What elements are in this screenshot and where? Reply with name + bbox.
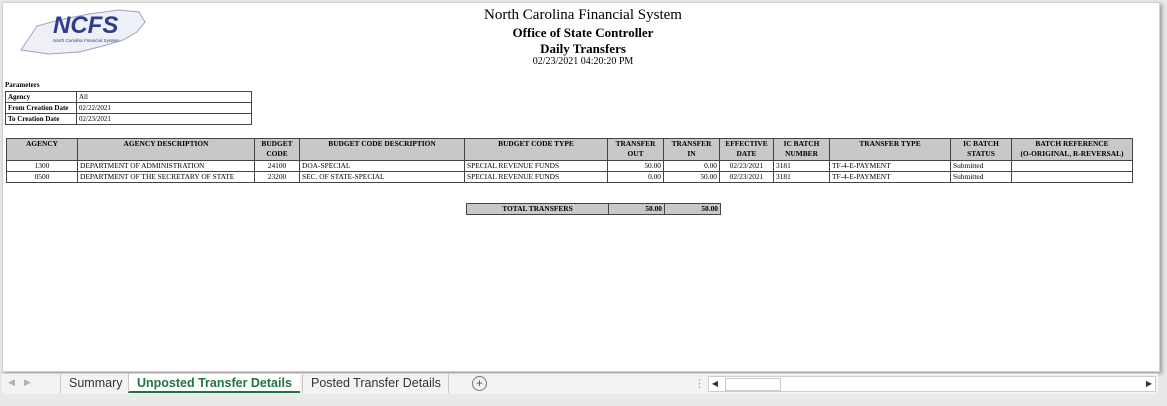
- table-header-row: [7, 139, 1133, 161]
- scroll-right-arrow-icon[interactable]: ▶: [1145, 379, 1153, 388]
- parameter-row: [6, 103, 252, 114]
- cell-budget-code[interactable]: 24100: [255, 161, 300, 172]
- parameters-title: Parameters: [5, 81, 40, 89]
- logo-subtext: North Carolina Financial System: [53, 38, 119, 43]
- cell-batch-reference[interactable]: [1012, 172, 1133, 183]
- sheet-tabs-bar: [2, 373, 1158, 394]
- parameter-value[interactable]: 02/23/2021: [77, 114, 252, 125]
- totals-table: [466, 203, 721, 215]
- report-office: Office of State Controller: [512, 25, 654, 40]
- parameter-value[interactable]: All: [77, 92, 252, 103]
- parameter-label[interactable]: Agency: [6, 92, 77, 103]
- column-header[interactable]: BUDGET CODE DESCRIPTION: [300, 139, 465, 161]
- totals-label[interactable]: TOTAL TRANSFERS: [467, 204, 609, 215]
- column-header[interactable]: TRANSFER TYPE: [830, 139, 951, 161]
- cell-ic-batch-status[interactable]: Submitted: [951, 172, 1012, 183]
- tab-unposted-transfer-details[interactable]: Unposted Transfer Details: [128, 374, 300, 393]
- column-header[interactable]: BUDGET CODE: [255, 139, 300, 161]
- scrollbar-thumb[interactable]: [725, 378, 781, 391]
- cell-batch-reference[interactable]: [1012, 161, 1133, 172]
- column-header[interactable]: AGENCY: [7, 139, 78, 161]
- cell-budget-code-type[interactable]: SPECIAL REVENUE FUNDS: [465, 172, 608, 183]
- tab-posted-transfer-details[interactable]: Posted Transfer Details: [302, 374, 449, 393]
- parameter-row: [6, 92, 252, 103]
- cell-budget-code-type[interactable]: SPECIAL REVENUE FUNDS: [465, 161, 608, 172]
- spreadsheet-sheet[interactable]: [2, 2, 1160, 372]
- cell-ic-batch-number[interactable]: 3181: [774, 172, 830, 183]
- column-header[interactable]: TRANSFER IN: [664, 139, 720, 161]
- totals-row: [467, 204, 721, 215]
- cell-transfer-out[interactable]: 0.00: [608, 172, 664, 183]
- report-title: North Carolina Financial System: [484, 7, 682, 23]
- column-header[interactable]: IC BATCH STATUS: [951, 139, 1012, 161]
- tab-summary[interactable]: Summary: [60, 374, 130, 393]
- add-sheet-icon[interactable]: +: [472, 376, 487, 391]
- totals-in[interactable]: 50.00: [665, 204, 721, 215]
- horizontal-scrollbar[interactable]: [708, 376, 1156, 392]
- parameter-row: [6, 114, 252, 125]
- column-header[interactable]: BATCH REFERENCE (O-ORIGINAL, R-REVERSAL): [1012, 139, 1133, 161]
- cell-effective-date[interactable]: 02/23/2021: [720, 172, 774, 183]
- cell-transfer-in[interactable]: 50.00: [664, 172, 720, 183]
- column-header[interactable]: BUDGET CODE TYPE: [465, 139, 608, 161]
- scroll-left-arrow-icon[interactable]: ◀: [711, 379, 719, 388]
- report-subtitle: Daily Transfers: [540, 41, 626, 56]
- transfers-table: [6, 138, 1133, 183]
- tab-divider: [448, 374, 449, 393]
- table-row: [7, 161, 1133, 172]
- split-handle-icon[interactable]: ⋮: [694, 378, 705, 390]
- tab-scroll-left-icon[interactable]: ◀: [8, 377, 15, 387]
- column-header[interactable]: IC BATCH NUMBER: [774, 139, 830, 161]
- totals-out[interactable]: 50.00: [609, 204, 665, 215]
- logo-text: NCFS: [53, 12, 119, 39]
- parameter-value[interactable]: 02/22/2021: [77, 103, 252, 114]
- column-header[interactable]: AGENCY DESCRIPTION: [78, 139, 255, 161]
- cell-agency[interactable]: 0500: [7, 172, 78, 183]
- cell-agency-description[interactable]: DEPARTMENT OF ADMINISTRATION: [78, 161, 255, 172]
- cell-agency[interactable]: 1300: [7, 161, 78, 172]
- cell-ic-batch-status[interactable]: Submitted: [951, 161, 1012, 172]
- cell-ic-batch-number[interactable]: 3181: [774, 161, 830, 172]
- parameters-table: [5, 91, 252, 125]
- cell-budget-code-description[interactable]: DOA-SPECIAL: [300, 161, 465, 172]
- report-timestamp: 02/23/2021 04:20:20 PM: [532, 56, 634, 67]
- cell-budget-code[interactable]: 23200: [255, 172, 300, 183]
- column-header[interactable]: TRANSFER OUT: [608, 139, 664, 161]
- column-header[interactable]: EFFECTIVE DATE: [720, 139, 774, 161]
- table-row: [7, 172, 1133, 183]
- cell-agency-description[interactable]: DEPARTMENT OF THE SECRETARY OF STATE: [78, 172, 255, 183]
- cell-transfer-type[interactable]: TF-4-E-PAYMENT: [830, 161, 951, 172]
- parameter-label[interactable]: To Creation Date: [6, 114, 77, 125]
- cell-budget-code-description[interactable]: SEC. OF STATE-SPECIAL: [300, 172, 465, 183]
- cell-transfer-out[interactable]: 50.00: [608, 161, 664, 172]
- parameter-label[interactable]: From Creation Date: [6, 103, 77, 114]
- cell-transfer-type[interactable]: TF-4-E-PAYMENT: [830, 172, 951, 183]
- tab-scroll-right-icon[interactable]: ▶: [24, 377, 31, 387]
- cell-effective-date[interactable]: 02/23/2021: [720, 161, 774, 172]
- cell-transfer-in[interactable]: 0.00: [664, 161, 720, 172]
